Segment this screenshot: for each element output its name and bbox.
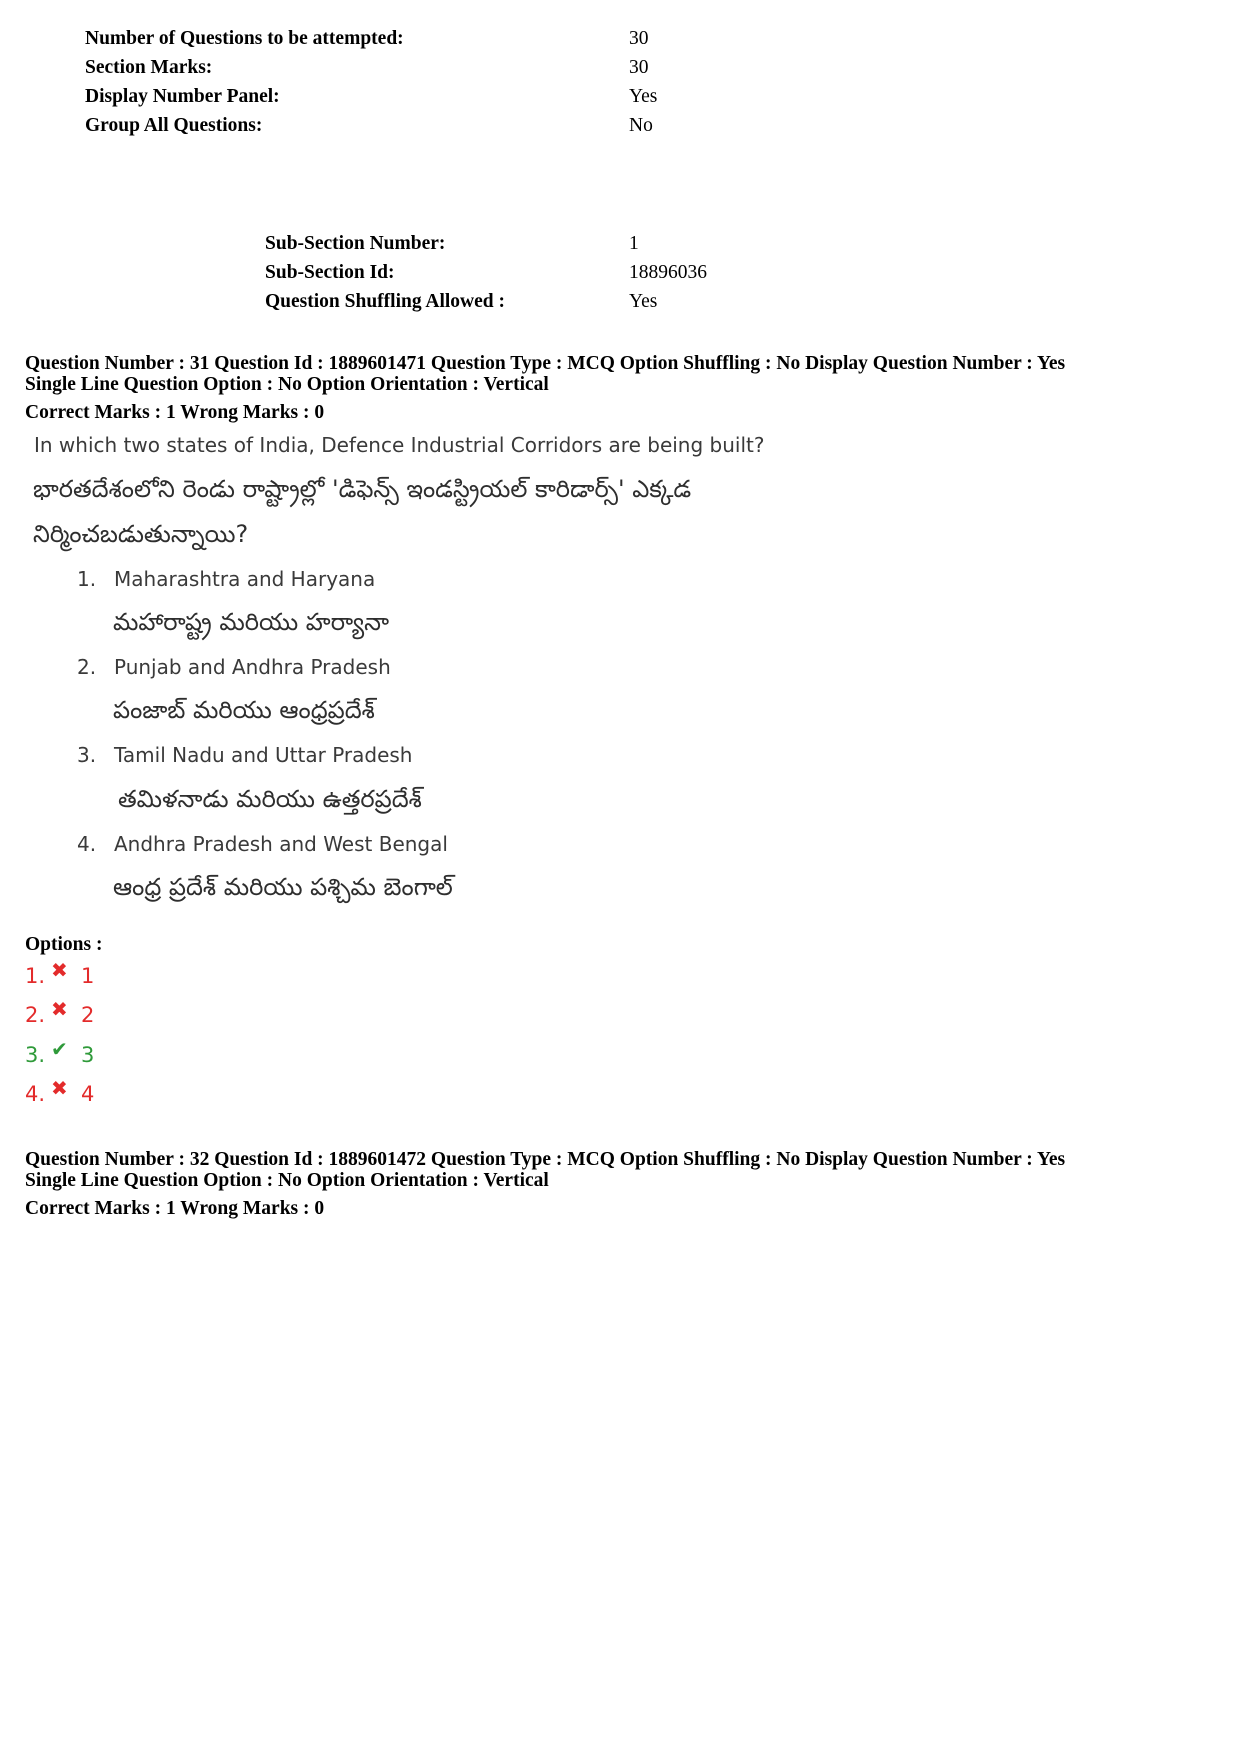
choice-number: 4. [77,832,97,856]
option-number: 3. [25,1043,46,1067]
question-marks-line: Correct Marks : 1 Wrong Marks : 0 [25,1198,325,1219]
option-value: 2 [81,1003,95,1027]
section-value: 30 [629,28,649,49]
option-row [25,1037,95,1070]
option-row [25,958,95,991]
cross-icon: ✖ [51,958,68,982]
section-value: No [629,115,653,136]
question-meta-line: Single Line Question Option : No Option Orientation : Vertical [25,374,549,395]
choice-text-telugu: తమిళనాడు మరియు ఉత్తరప్రదేశ్ [118,785,422,813]
choice-text-english: Maharashtra and Haryana [114,567,376,591]
option-number: 1. [25,964,46,988]
section-label: Section Marks: [85,57,213,78]
options-label: Options : [25,934,103,955]
subsection-value: 18896036 [629,262,707,283]
choice-number: 2. [77,655,97,679]
cross-icon: ✖ [51,1076,68,1100]
option-value: 4 [81,1082,95,1106]
question-text-english: In which two states of India, Defence Industrial Corridors are being built? [34,433,765,457]
section-label: Group All Questions: [85,115,263,136]
question-text-telugu: భారతదేశంలోని రెండు రాష్ట్రాల్లో 'డిఫెన్స్ ఇండస్ట్రియల్ కారిడార్స్' ఎక్కడ [33,475,692,503]
choice-text-english: Punjab and Andhra Pradesh [114,655,391,679]
choice-text-english: Tamil Nadu and Uttar Pradesh [114,743,413,767]
subsection-label: Question Shuffling Allowed : [265,291,506,312]
choice-number: 3. [77,743,97,767]
check-icon: ✔ [51,1037,68,1061]
choice-text-telugu: మహారాష్ట్ర మరియు హర్యానా [113,608,390,636]
section-value: 30 [629,57,649,78]
option-value: 1 [81,964,95,988]
question-meta-line: Question Number : 31 Question Id : 1889601471 Question Type : MCQ Option Shuffling : No Display Question Number : Yes [25,353,1066,374]
subsection-label: Sub-Section Id: [265,262,395,283]
question-text-telugu: నిర్మించబడుతున్నాయి? [33,520,249,548]
option-value: 3 [81,1043,95,1067]
question-meta-line: Question Number : 32 Question Id : 1889601472 Question Type : MCQ Option Shuffling : No Display Question Number : Yes [25,1149,1066,1170]
section-label: Display Number Panel: [85,86,280,107]
question-meta-line: Single Line Question Option : No Option Orientation : Vertical [25,1170,549,1191]
option-row [25,1076,95,1109]
choice-text-english: Andhra Pradesh and West Bengal [114,832,448,856]
choice-text-telugu: ఆంధ్ర ప్రదేశ్ మరియు పశ్చిమ బెంగాల్ [113,873,453,901]
option-number: 4. [25,1082,46,1106]
question-marks-line: Correct Marks : 1 Wrong Marks : 0 [25,402,325,423]
option-number: 2. [25,1003,46,1027]
subsection-value: Yes [629,291,658,312]
subsection-label: Sub-Section Number: [265,233,446,254]
section-label: Number of Questions to be attempted: [85,28,404,49]
cross-icon: ✖ [51,997,68,1021]
choice-number: 1. [77,567,97,591]
option-row [25,997,95,1030]
subsection-value: 1 [629,233,639,254]
choice-text-telugu: పంజాబ్ మరియు ఆంధ్రప్రదేశ్ [113,696,375,724]
section-value: Yes [629,86,658,107]
